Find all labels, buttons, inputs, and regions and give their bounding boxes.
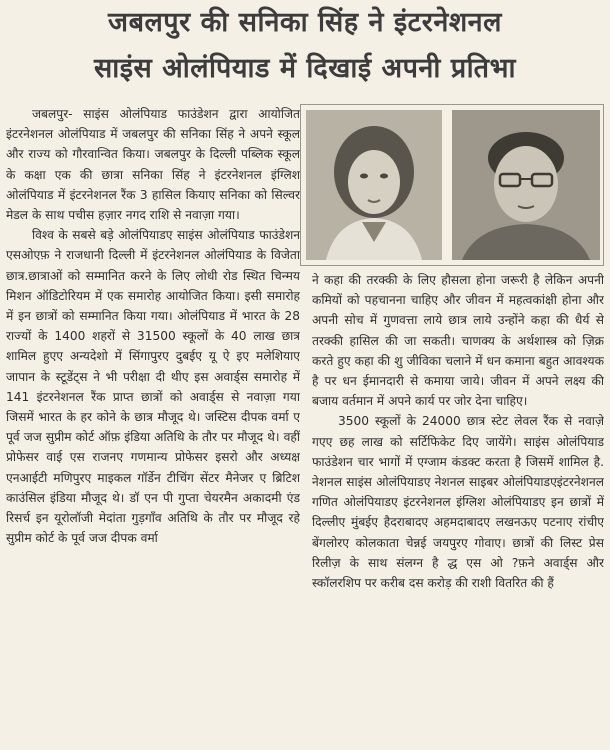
article-paragraph: जबलपुर- साइंस ओलंपियाड फाउंडेशन द्वारा आयोजित इंटरनेशनल ओलंपियाड में जबलपुर की सनिका सिंह ने अपने स्कूल और राज्य को गौरवान्वित किया। जबलपुर के दिल्ली पब्लिक स्कूल के कक्षा एक की छात्रा सनिका सिंह ने इंटरनेशनल इंग्लिश ओलंपियाड में इंटरनेशनल रैंक 3 हासिल कियाए सनिका को सिल्वर मेडल के साथ पचीस हज़ार नगद राशि से नवाज़ा गया।: [6, 107, 300, 223]
portrait-photo-girl-icon: [306, 110, 442, 260]
headline: [0, 0, 610, 92]
headline-line-2: साइंस ओलंपियाड में दिखाई अपनी प्रतिभा: [93, 53, 517, 84]
girl-portrait-photo: [306, 110, 442, 260]
article-column-left: [6, 104, 300, 744]
headline-line-1: जबलपुर की सनिका सिंह ने इंटरनेशनल: [108, 7, 502, 38]
article-column-right: [312, 270, 604, 740]
man-portrait-photo: [452, 110, 600, 260]
portrait-photo-man-glasses-icon: [452, 110, 600, 260]
article-paragraph: 3500 स्कूलों के 24000 छात्र स्टेट लेवल रैंक से नवाज़े गएए छह लाख को सर्टिफिकेट दिए जायेंगे। साइंस ओलंपियाड फाउंडेशन चार भागों में एग्जाम कंडक्ट करता है जिसमें शामिल है. नेशनल साइंस ओलंपियाडए नेशनल साइबर ओलंपियाडएइंटरनेशनल गणित ओलंपियाडए इंटरनेशनल इंग्लिश ओलंपियाडए इन छात्रों में दिल्लीए मुंबईए हैदराबादए अहमदाबादए लखनऊए पटनाए रांचीए बेंगलोरए कोलकाता चेन्नई जयपुरए गोवाए। छात्रों की लिस्ट प्रेस रिलीज़ के साथ संलग्न है द्ध एस ओ ?फ़ने अवार्ड्स और स्कॉलरशिप पर करीब दस करोड़ की राशी वितरित की हैं: [312, 414, 604, 591]
article-paragraph: विश्व के सबसे बड़े ओलंपियाडए साइंस ओलंपियाड फाउंडेशन एसओएफ़ ने राजधानी दिल्ली में इंटरनेशनल ओलंपियाड के विजेता छात्र.छात्राओं को सम्मानित करने के लिए लोधी रोड स्थित चिन्मय मिशन ऑडिटोरियम में एक समारोह आयोजित किया। इसी समारोह में इन छात्रों को सम्मानित किया गया। ओलंपियाड में भारत के 28 राज्यों के 1400 शहरों से 31500 स्कूलों के 40 लाख छात्र शामिल हुएए अन्यदेशो में सिंगापुरए दुबईए यू ऐ इए मलेशियाए जापान के स्टूडेंट्स ने भी परीक्षा दी थीए इस अवार्ड्स समारोह में 141 इंटरनेशनल रैंक प्राप्त छात्रों को अवार्ड्स से नवाज़ा गया जिसमें भारत के हर कोने के छात्र मौजूद थे। जस्टिस दीपक वर्मा ए पूर्व जज सुप्रीम कोर्ट ऑफ़ इंडिया अतिथि के तौर पर मौजूद थे। वहीं प्रोफेसर वाई एस राजनए गणमान्य प्रोफेसर इसरो और अध्यक्ष एनआईटी मणिपुरए माइकल गॉर्डेन टीचिंग सेंटर मैनेजर ए ब्रिटिश काउंसिल इंडिया मौजूद थे। डॉ एन पी गुप्ता चेयरमैन अकादमी एंड रिसर्च इन यूरोलॉजी मेदांता गुड़गाँव अतिथि के तौर पर मौजूद रहे सुप्रीम कोर्ट के पूर्व जज दीपक वर्मा: [6, 228, 300, 546]
article-paragraph: ने कहा की तरक्की के लिए हौसला होना जरूरी है लेकिन अपनी कमियों को पहचानना चाहिए और जीवन में महत्वकांक्षी होना और अपनी सोच में गुणवत्ता लाये छात्र लाये उन्होंने कहा की धैर्य से तरक्की हासिल की जा सकती। चाणक्य के अर्थशास्त्र को ज़िक्र करते हुए कहा की शु जीविका चलाने में धन कमाना बहुत आवश्यक है पर धन ईमानदारी से कमाया जाये। जीवन में अपने लक्ष्य की बजाय वर्तमान में अपने कार्य पर जोर देना चाहिए।: [312, 273, 604, 409]
